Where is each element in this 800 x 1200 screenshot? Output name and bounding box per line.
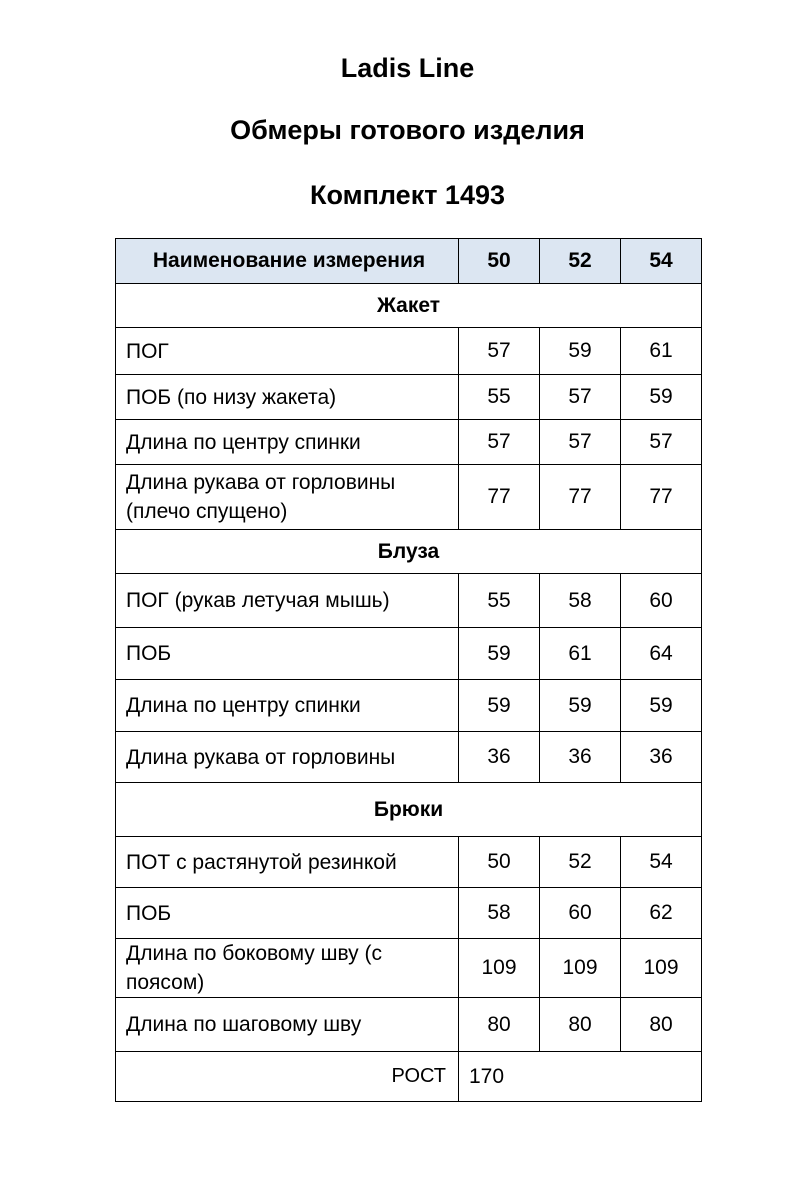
measurement-value: 64 xyxy=(621,628,702,680)
table-row xyxy=(116,328,702,375)
measurement-value: 59 xyxy=(459,628,540,680)
measurement-name: Длина по центру спинки xyxy=(116,420,459,465)
measurement-value: 57 xyxy=(621,420,702,465)
measurement-value: 59 xyxy=(621,680,702,732)
measurements-table xyxy=(115,238,702,1102)
section-title: Блуза xyxy=(116,530,702,574)
measurement-value: 59 xyxy=(459,680,540,732)
table-row xyxy=(116,465,702,530)
table-row xyxy=(116,888,702,939)
measurement-name: ПОБ xyxy=(116,628,459,680)
measurement-value: 58 xyxy=(459,888,540,939)
table-row xyxy=(116,420,702,465)
brand-title: Ladis Line xyxy=(340,53,475,83)
table-row xyxy=(116,732,702,783)
table-row xyxy=(116,837,702,888)
measurement-value: 77 xyxy=(459,465,540,530)
table-row xyxy=(116,939,702,998)
measurement-value: 60 xyxy=(540,888,621,939)
table-header-row xyxy=(116,239,702,284)
column-header-measurement: Наименование измерения xyxy=(116,239,459,284)
measurement-name: Длина рукава от горловины (плечо спущено) xyxy=(116,465,459,530)
measurement-value: 62 xyxy=(621,888,702,939)
measurement-name: Длина по боковому шву (с поясом) xyxy=(116,939,459,998)
table-row xyxy=(116,375,702,420)
measurement-value: 59 xyxy=(621,375,702,420)
measurement-name: Длина рукава от горловины xyxy=(116,732,459,783)
measurement-value: 58 xyxy=(540,574,621,628)
height-row xyxy=(116,1052,702,1102)
column-header-size-50: 50 xyxy=(459,239,540,284)
measurement-value: 109 xyxy=(459,939,540,998)
table-row xyxy=(116,628,702,680)
measurement-value: 77 xyxy=(621,465,702,530)
section-row-blouse xyxy=(116,530,702,574)
section-title: Брюки xyxy=(116,783,702,837)
measurement-value: 50 xyxy=(459,837,540,888)
measurement-value: 80 xyxy=(459,998,540,1052)
section-row-trousers xyxy=(116,783,702,837)
measurement-value: 57 xyxy=(540,375,621,420)
height-value: 170 xyxy=(459,1052,702,1102)
measurement-value: 80 xyxy=(540,998,621,1052)
table-row xyxy=(116,680,702,732)
product-title: Комплект 1493 xyxy=(309,180,505,210)
measurement-name: ПОБ xyxy=(116,888,459,939)
table-row xyxy=(116,574,702,628)
measurement-value: 61 xyxy=(540,628,621,680)
column-header-size-54: 54 xyxy=(621,239,702,284)
measurement-value: 36 xyxy=(459,732,540,783)
section-title: Жакет xyxy=(116,284,702,328)
measurement-value: 57 xyxy=(459,420,540,465)
measurement-name: Длина по центру спинки xyxy=(116,680,459,732)
document-subtitle: Обмеры готового изделия xyxy=(230,115,585,145)
measurement-name: ПОГ (рукав летучая мышь) xyxy=(116,574,459,628)
measurement-value: 57 xyxy=(540,420,621,465)
measurement-value: 54 xyxy=(621,837,702,888)
measurement-name: ПОГ xyxy=(116,328,459,375)
measurement-value: 109 xyxy=(621,939,702,998)
measurement-value: 55 xyxy=(459,574,540,628)
measurement-value: 59 xyxy=(540,328,621,375)
measurement-name: Длина по шаговому шву xyxy=(116,998,459,1052)
measurement-value: 60 xyxy=(621,574,702,628)
measurement-value: 61 xyxy=(621,328,702,375)
measurement-value: 52 xyxy=(540,837,621,888)
column-header-size-52: 52 xyxy=(540,239,621,284)
measurement-value: 55 xyxy=(459,375,540,420)
measurement-value: 36 xyxy=(621,732,702,783)
table-row xyxy=(116,998,702,1052)
measurement-name: ПОТ с растянутой резинкой xyxy=(116,837,459,888)
measurement-value: 57 xyxy=(459,328,540,375)
measurement-name: ПОБ (по низу жакета) xyxy=(116,375,459,420)
measurement-value: 36 xyxy=(540,732,621,783)
height-label: РОСТ xyxy=(116,1052,459,1102)
measurement-value: 77 xyxy=(540,465,621,530)
section-row-jacket xyxy=(116,284,702,328)
measurement-value: 80 xyxy=(621,998,702,1052)
measurement-value: 109 xyxy=(540,939,621,998)
measurement-value: 59 xyxy=(540,680,621,732)
